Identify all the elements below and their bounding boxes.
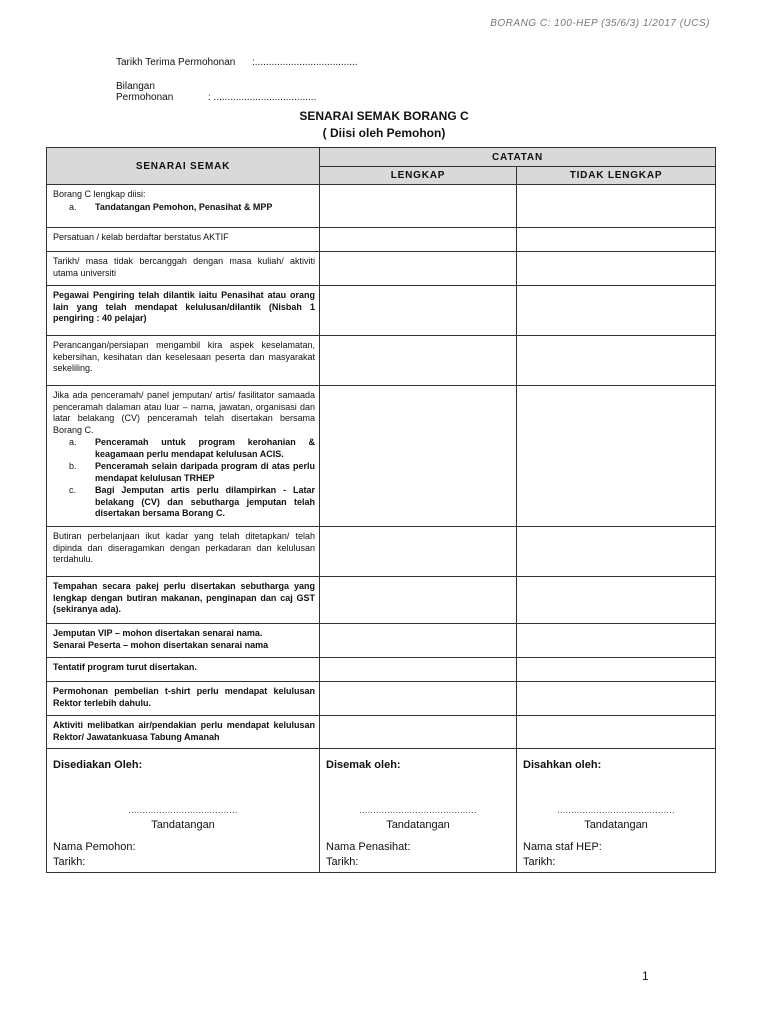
complete-cell[interactable] xyxy=(320,577,517,624)
signature-line[interactable]: .......................................... xyxy=(359,805,477,815)
table-row xyxy=(47,336,716,386)
complete-cell[interactable] xyxy=(320,716,517,749)
sub-item-text: Penceramah selain daripada program di atas perlu mendapat kelulusan TRHEP xyxy=(95,461,315,483)
table-row xyxy=(47,286,716,336)
checklist-item: Aktiviti melibatkan air/pendakian perlu mendapat kelulusan Rektor/ Jawatankuasa Tabung Amanah xyxy=(47,716,320,749)
checklist-item xyxy=(47,386,320,527)
complete-cell[interactable] xyxy=(320,252,517,286)
application-number-line xyxy=(116,81,316,103)
approved-by-label: Disahkan oleh: xyxy=(523,759,602,771)
application-number-field[interactable]: : ..................................... xyxy=(208,92,317,103)
incomplete-cell[interactable] xyxy=(517,716,716,749)
checklist-item: Persatuan / kelab berdaftar berstatus AKTIF xyxy=(47,228,320,252)
incomplete-cell[interactable] xyxy=(517,386,716,527)
signature-caption: Tandatangan xyxy=(584,819,648,831)
checked-by-label: Disemak oleh: xyxy=(326,759,401,771)
checklist-item: Pegawai Pengiring telah dilantik iaitu Penasihat atau orang lain yang telah mendapat kelulusan/dilantik (Nisbah 1 pengiring : 40 pelajar) xyxy=(47,286,320,336)
date-received-field[interactable]: :..................................... xyxy=(252,57,358,68)
item-text: Borang C lengkap diisi: xyxy=(53,189,146,199)
signature-caption: Tandatangan xyxy=(386,819,450,831)
notes-header: CATATAN xyxy=(320,148,716,167)
sub-item-letter: c. xyxy=(69,485,77,495)
approved-by-cell xyxy=(517,749,716,873)
checklist-item xyxy=(47,185,320,228)
checklist-item: Tempahan secara pakej perlu disertakan sebutharga yang lengkap dengan butiran makanan, penginapan dan caj GST (sekiranya ada). xyxy=(47,577,320,624)
incomplete-cell[interactable] xyxy=(517,228,716,252)
staff-name-label: Nama staf HEP: xyxy=(523,841,602,853)
incomplete-cell[interactable] xyxy=(517,336,716,386)
incomplete-cell[interactable] xyxy=(517,624,716,658)
incomplete-cell[interactable] xyxy=(517,527,716,577)
signature-row xyxy=(47,749,716,873)
sub-item-letter: a. xyxy=(69,437,77,447)
page-title: SENARAI SEMAK BORANG C xyxy=(299,109,469,123)
item-text: Jika ada penceramah/ panel jemputan/ artis/ fasilitator samaada penceramah dalaman atau luar – nama, jawatan, organisasi dan latar belakang (CV) penceramah telah disertakan bersama Borang C. xyxy=(53,390,315,435)
sub-item xyxy=(53,485,315,520)
checklist-item: Perancangan/persiapan mengambil kira aspek keselamatan, kebersihan, kesihatan dan keselesaan peserta dan masyarakat sekeliling. xyxy=(47,336,320,386)
applicant-name-label: Nama Pemohon: xyxy=(53,841,136,853)
sub-item-letter: a. xyxy=(69,201,77,212)
complete-cell[interactable] xyxy=(320,336,517,386)
table-row xyxy=(47,228,716,252)
table-row xyxy=(47,624,716,658)
signature-line[interactable]: .......................................... xyxy=(557,805,675,815)
incomplete-cell[interactable] xyxy=(517,577,716,624)
incomplete-cell[interactable] xyxy=(517,286,716,336)
complete-cell[interactable] xyxy=(320,682,517,716)
incomplete-header: TIDAK LENGKAP xyxy=(517,167,716,185)
application-number-label: Bilangan Permohonan xyxy=(116,81,174,103)
checklist-header: SENARAI SEMAK xyxy=(47,148,320,185)
sub-item xyxy=(53,202,315,214)
incomplete-cell[interactable] xyxy=(517,658,716,682)
date-label: Tarikh: xyxy=(523,856,556,868)
checklist-table xyxy=(46,147,716,873)
incomplete-cell[interactable] xyxy=(517,252,716,286)
table-row xyxy=(47,386,716,527)
sub-item-text: Tandatangan Pemohon, Penasihat & MPP xyxy=(95,201,273,212)
incomplete-cell[interactable] xyxy=(517,185,716,228)
complete-cell[interactable] xyxy=(320,185,517,228)
sub-item-text: Penceramah untuk program kerohanian & keagamaan perlu mendapat kelulusan ACIS. xyxy=(95,437,315,459)
date-label: Tarikh: xyxy=(326,856,359,868)
page-subtitle: ( Diisi oleh Pemohon) xyxy=(322,126,446,140)
date-received-line xyxy=(116,57,358,68)
complete-cell[interactable] xyxy=(320,386,517,527)
prepared-by-label: Disediakan Oleh: xyxy=(53,759,143,771)
complete-cell[interactable] xyxy=(320,228,517,252)
complete-cell[interactable] xyxy=(320,286,517,336)
signature-caption: Tandatangan xyxy=(151,819,215,831)
checked-by-cell xyxy=(320,749,517,873)
prepared-by-cell xyxy=(47,749,320,873)
sub-item-letter: b. xyxy=(69,461,77,471)
signature-line[interactable]: ....................................... xyxy=(128,805,238,815)
date-label: Tarikh: xyxy=(53,856,86,868)
checklist-item: Butiran perbelanjaan ikut kadar yang telah ditetapkan/ telah dipinda dan diseragamkan dengan perkadaran dan kelulusan terdahulu. xyxy=(47,527,320,577)
sub-item xyxy=(53,461,315,484)
table-row xyxy=(47,716,716,749)
incomplete-cell[interactable] xyxy=(517,682,716,716)
table-row xyxy=(47,577,716,624)
complete-cell[interactable] xyxy=(320,624,517,658)
table-row xyxy=(47,658,716,682)
page-number: 1 xyxy=(642,969,649,983)
complete-cell[interactable] xyxy=(320,527,517,577)
complete-cell[interactable] xyxy=(320,658,517,682)
date-received-label: Tarikh Terima Permohonan xyxy=(116,57,236,68)
form-code: BORANG C: 100-HEP (35/6/3) 1/2017 (UCS) xyxy=(490,18,710,29)
sub-item xyxy=(53,437,315,460)
sub-item-text: Bagi Jemputan artis perlu dilampirkan - Latar belakang (CV) dan sebutharga jemputan telah disertakan bersama Borang C. xyxy=(95,485,315,518)
table-row xyxy=(47,527,716,577)
checklist-item: Tentatif program turut disertakan. xyxy=(47,658,320,682)
table-row xyxy=(47,252,716,286)
checklist-item: Tarikh/ masa tidak bercanggah dengan masa kuliah/ aktiviti utama universiti xyxy=(47,252,320,286)
advisor-name-label: Nama Penasihat: xyxy=(326,841,411,853)
checklist-item: Permohonan pembelian t-shirt perlu mendapat kelulusan Rektor terlebih dahulu. xyxy=(47,682,320,716)
table-row xyxy=(47,185,716,228)
complete-header: LENGKAP xyxy=(320,167,517,185)
table-row xyxy=(47,682,716,716)
checklist-item: Jemputan VIP – mohon disertakan senarai nama. Senarai Peserta – mohon disertakan senarai nama xyxy=(47,624,320,658)
